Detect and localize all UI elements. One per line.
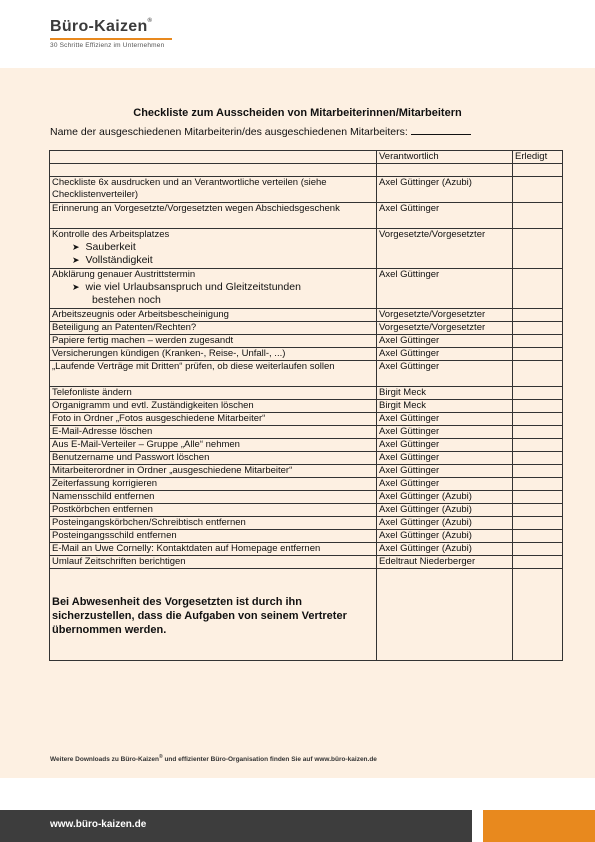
done-cell xyxy=(513,269,563,309)
table-row xyxy=(50,517,563,530)
header-done: Erledigt xyxy=(513,151,563,164)
table-row xyxy=(50,203,563,229)
sub-item-label: Sauberkeit xyxy=(85,241,136,253)
responsible-cell: Axel Güttinger (Azubi) xyxy=(377,177,513,203)
task-cell: Versicherungen kündigen (Kranken-, Reise-, Unfall-, ...) xyxy=(50,348,377,361)
table-row xyxy=(50,530,563,543)
responsible-cell: Axel Güttinger (Azubi) xyxy=(377,491,513,504)
responsible-cell xyxy=(377,569,513,661)
task-cell: Posteingangsschild entfernen xyxy=(50,530,377,543)
done-cell xyxy=(513,164,563,177)
responsible-cell: Birgit Meck xyxy=(377,400,513,413)
sub-item xyxy=(52,241,374,254)
sub-item-continuation: bestehen noch xyxy=(92,294,161,306)
task-cell xyxy=(50,164,377,177)
task-cell: Aus E-Mail-Verteiler – Gruppe „Alle“ nehmen xyxy=(50,439,377,452)
done-cell xyxy=(513,530,563,543)
task-cell: Papiere fertig machen – werden zugesandt xyxy=(50,335,377,348)
table-header-row xyxy=(50,151,563,164)
task-cell: Checkliste 6x ausdrucken und an Verantwortliche verteilen (siehe Checklistenverteiler) xyxy=(50,177,377,203)
task-cell: Beteiligung an Patenten/Rechten? xyxy=(50,322,377,335)
table-row xyxy=(50,426,563,439)
done-cell xyxy=(513,309,563,322)
footer-url-link[interactable]: www.büro-kaizen.de xyxy=(50,819,147,830)
done-cell xyxy=(513,543,563,556)
done-cell xyxy=(513,452,563,465)
table-row xyxy=(50,229,563,269)
table-row xyxy=(50,387,563,400)
done-cell xyxy=(513,517,563,530)
table-row xyxy=(50,413,563,426)
logo-registered-mark: ® xyxy=(147,18,153,24)
task-cell: Benutzername und Passwort löschen xyxy=(50,452,377,465)
done-cell xyxy=(513,491,563,504)
responsible-cell: Axel Güttinger xyxy=(377,348,513,361)
done-cell xyxy=(513,361,563,387)
task-cell: E-Mail an Uwe Cornelly: Kontaktdaten auf Homepage entfernen xyxy=(50,543,377,556)
done-cell xyxy=(513,413,563,426)
table-row xyxy=(50,309,563,322)
task-cell: Organigramm und evtl. Zuständigkeiten löschen xyxy=(50,400,377,413)
document-title: Checkliste zum Ausscheiden von Mitarbeiterinnen/Mitarbeitern xyxy=(133,107,462,119)
done-cell xyxy=(513,400,563,413)
task-cell: „Laufende Verträge mit Dritten“ prüfen, ob diese weiterlaufen sollen xyxy=(50,361,377,387)
done-cell xyxy=(513,322,563,335)
header-responsible: Verantwortlich xyxy=(377,151,513,164)
responsible-cell: Axel Güttinger (Azubi) xyxy=(377,504,513,517)
responsible-cell: Axel Güttinger xyxy=(377,439,513,452)
task-cell xyxy=(50,269,377,309)
table-row xyxy=(50,322,563,335)
responsible-cell: Axel Güttinger (Azubi) xyxy=(377,517,513,530)
arrow-bullet-icon: ➤ xyxy=(72,255,80,265)
task-text: Abklärung genauer Austrittstermin xyxy=(52,269,196,280)
responsible-cell: Axel Güttinger xyxy=(377,452,513,465)
responsible-cell: Birgit Meck xyxy=(377,387,513,400)
done-cell xyxy=(513,203,563,229)
table-row xyxy=(50,452,563,465)
table-row xyxy=(50,348,563,361)
done-cell xyxy=(513,426,563,439)
footnote-text-post: und effizienter Büro-Organisation finden Sie auf www.büro-kaizen.de xyxy=(162,756,377,764)
employee-name-label: Name der ausgeschiedenen Mitarbeiterin/des ausgeschiedenen Mitarbeiters: xyxy=(50,126,408,138)
task-cell: Zeiterfassung korrigieren xyxy=(50,478,377,491)
table-row xyxy=(50,478,563,491)
task-cell: Posteingangskörbchen/Schreibtisch entfernen xyxy=(50,517,377,530)
footnote-text-pre: Weitere Downloads zu Büro-Kaizen xyxy=(50,756,159,764)
responsible-cell: Axel Güttinger xyxy=(377,361,513,387)
footer-accent-block xyxy=(483,810,595,842)
task-cell: E-Mail-Adresse löschen xyxy=(50,426,377,439)
responsible-cell: Axel Güttinger xyxy=(377,335,513,348)
table-row xyxy=(50,164,563,177)
responsible-cell: Axel Güttinger (Azubi) xyxy=(377,530,513,543)
task-cell: Postkörbchen entfernen xyxy=(50,504,377,517)
done-cell xyxy=(513,439,563,452)
task-cell: Mitarbeiterordner in Ordner „ausgeschiedene Mitarbeiter“ xyxy=(50,465,377,478)
task-cell: Arbeitszeugnis oder Arbeitsbescheinigung xyxy=(50,309,377,322)
responsible-cell: Axel Güttinger xyxy=(377,478,513,491)
checklist-table xyxy=(49,150,563,661)
done-cell xyxy=(513,335,563,348)
logo xyxy=(50,18,152,36)
document-subtitle xyxy=(50,124,471,138)
done-cell xyxy=(513,465,563,478)
page-header xyxy=(0,0,595,68)
responsible-cell: Axel Güttinger (Azubi) xyxy=(377,543,513,556)
table-row xyxy=(50,491,563,504)
logo-tagline: 30 Schritte Effizienz im Unternehmen xyxy=(50,42,165,49)
done-cell xyxy=(513,569,563,661)
done-cell xyxy=(513,229,563,269)
employee-name-blank xyxy=(411,124,471,135)
responsible-cell: Axel Güttinger xyxy=(377,465,513,478)
responsible-cell xyxy=(377,164,513,177)
responsible-cell: Axel Güttinger xyxy=(377,426,513,439)
arrow-bullet-icon: ➤ xyxy=(72,282,80,292)
done-cell xyxy=(513,556,563,569)
footnote-registered-mark: ® xyxy=(158,754,163,760)
done-cell xyxy=(513,387,563,400)
table-row xyxy=(50,335,563,348)
logo-rule xyxy=(50,38,172,40)
table-row xyxy=(50,465,563,478)
task-cell: Telefonliste ändern xyxy=(50,387,377,400)
table-row xyxy=(50,543,563,556)
task-cell: Umlauf Zeitschriften berichtigen xyxy=(50,556,377,569)
task-cell xyxy=(50,229,377,269)
task-text: Kontrolle des Arbeitsplatzes xyxy=(52,229,170,240)
sub-item xyxy=(52,254,374,267)
done-cell xyxy=(513,348,563,361)
done-cell xyxy=(513,504,563,517)
done-cell xyxy=(513,177,563,203)
table-row xyxy=(50,556,563,569)
note-cell xyxy=(50,569,377,661)
responsible-cell: Edeltraut Niederberger xyxy=(377,556,513,569)
task-cell: Foto in Ordner „Fotos ausgeschiedene Mitarbeiter“ xyxy=(50,413,377,426)
logo-title: Büro-Kaizen xyxy=(50,18,148,35)
arrow-bullet-icon: ➤ xyxy=(72,242,80,252)
responsible-cell: Vorgesetzte/Vorgesetzter xyxy=(377,309,513,322)
table-row xyxy=(50,177,563,203)
header-task xyxy=(50,151,377,164)
table-row xyxy=(50,361,563,387)
table-row xyxy=(50,269,563,309)
table-row xyxy=(50,504,563,517)
task-cell: Namensschild entfernen xyxy=(50,491,377,504)
table-row xyxy=(50,400,563,413)
absence-note: Bei Abwesenheit des Vorgesetzten ist durch ihn sicherzustellen, dass die Aufgaben von seinem Vertreter übernommen werden. xyxy=(52,596,347,636)
task-cell: Erinnerung an Vorgesetzte/Vorgesetzten wegen Abschiedsgeschenk xyxy=(50,203,377,229)
responsible-cell: Vorgesetzte/Vorgesetzter xyxy=(377,322,513,335)
responsible-cell: Axel Güttinger xyxy=(377,413,513,426)
downloads-footnote xyxy=(50,754,377,763)
table-row xyxy=(50,439,563,452)
done-cell xyxy=(513,478,563,491)
responsible-cell: Vorgesetzte/Vorgesetzter xyxy=(377,229,513,269)
responsible-cell: Axel Güttinger xyxy=(377,269,513,309)
sub-item-label: Vollständigkeit xyxy=(85,254,153,266)
responsible-cell: Axel Güttinger xyxy=(377,203,513,229)
sub-item-label: wie viel Urlaubsanspruch und Gleitzeitstunden xyxy=(85,281,301,293)
note-row xyxy=(50,569,563,661)
sub-item xyxy=(52,281,374,294)
